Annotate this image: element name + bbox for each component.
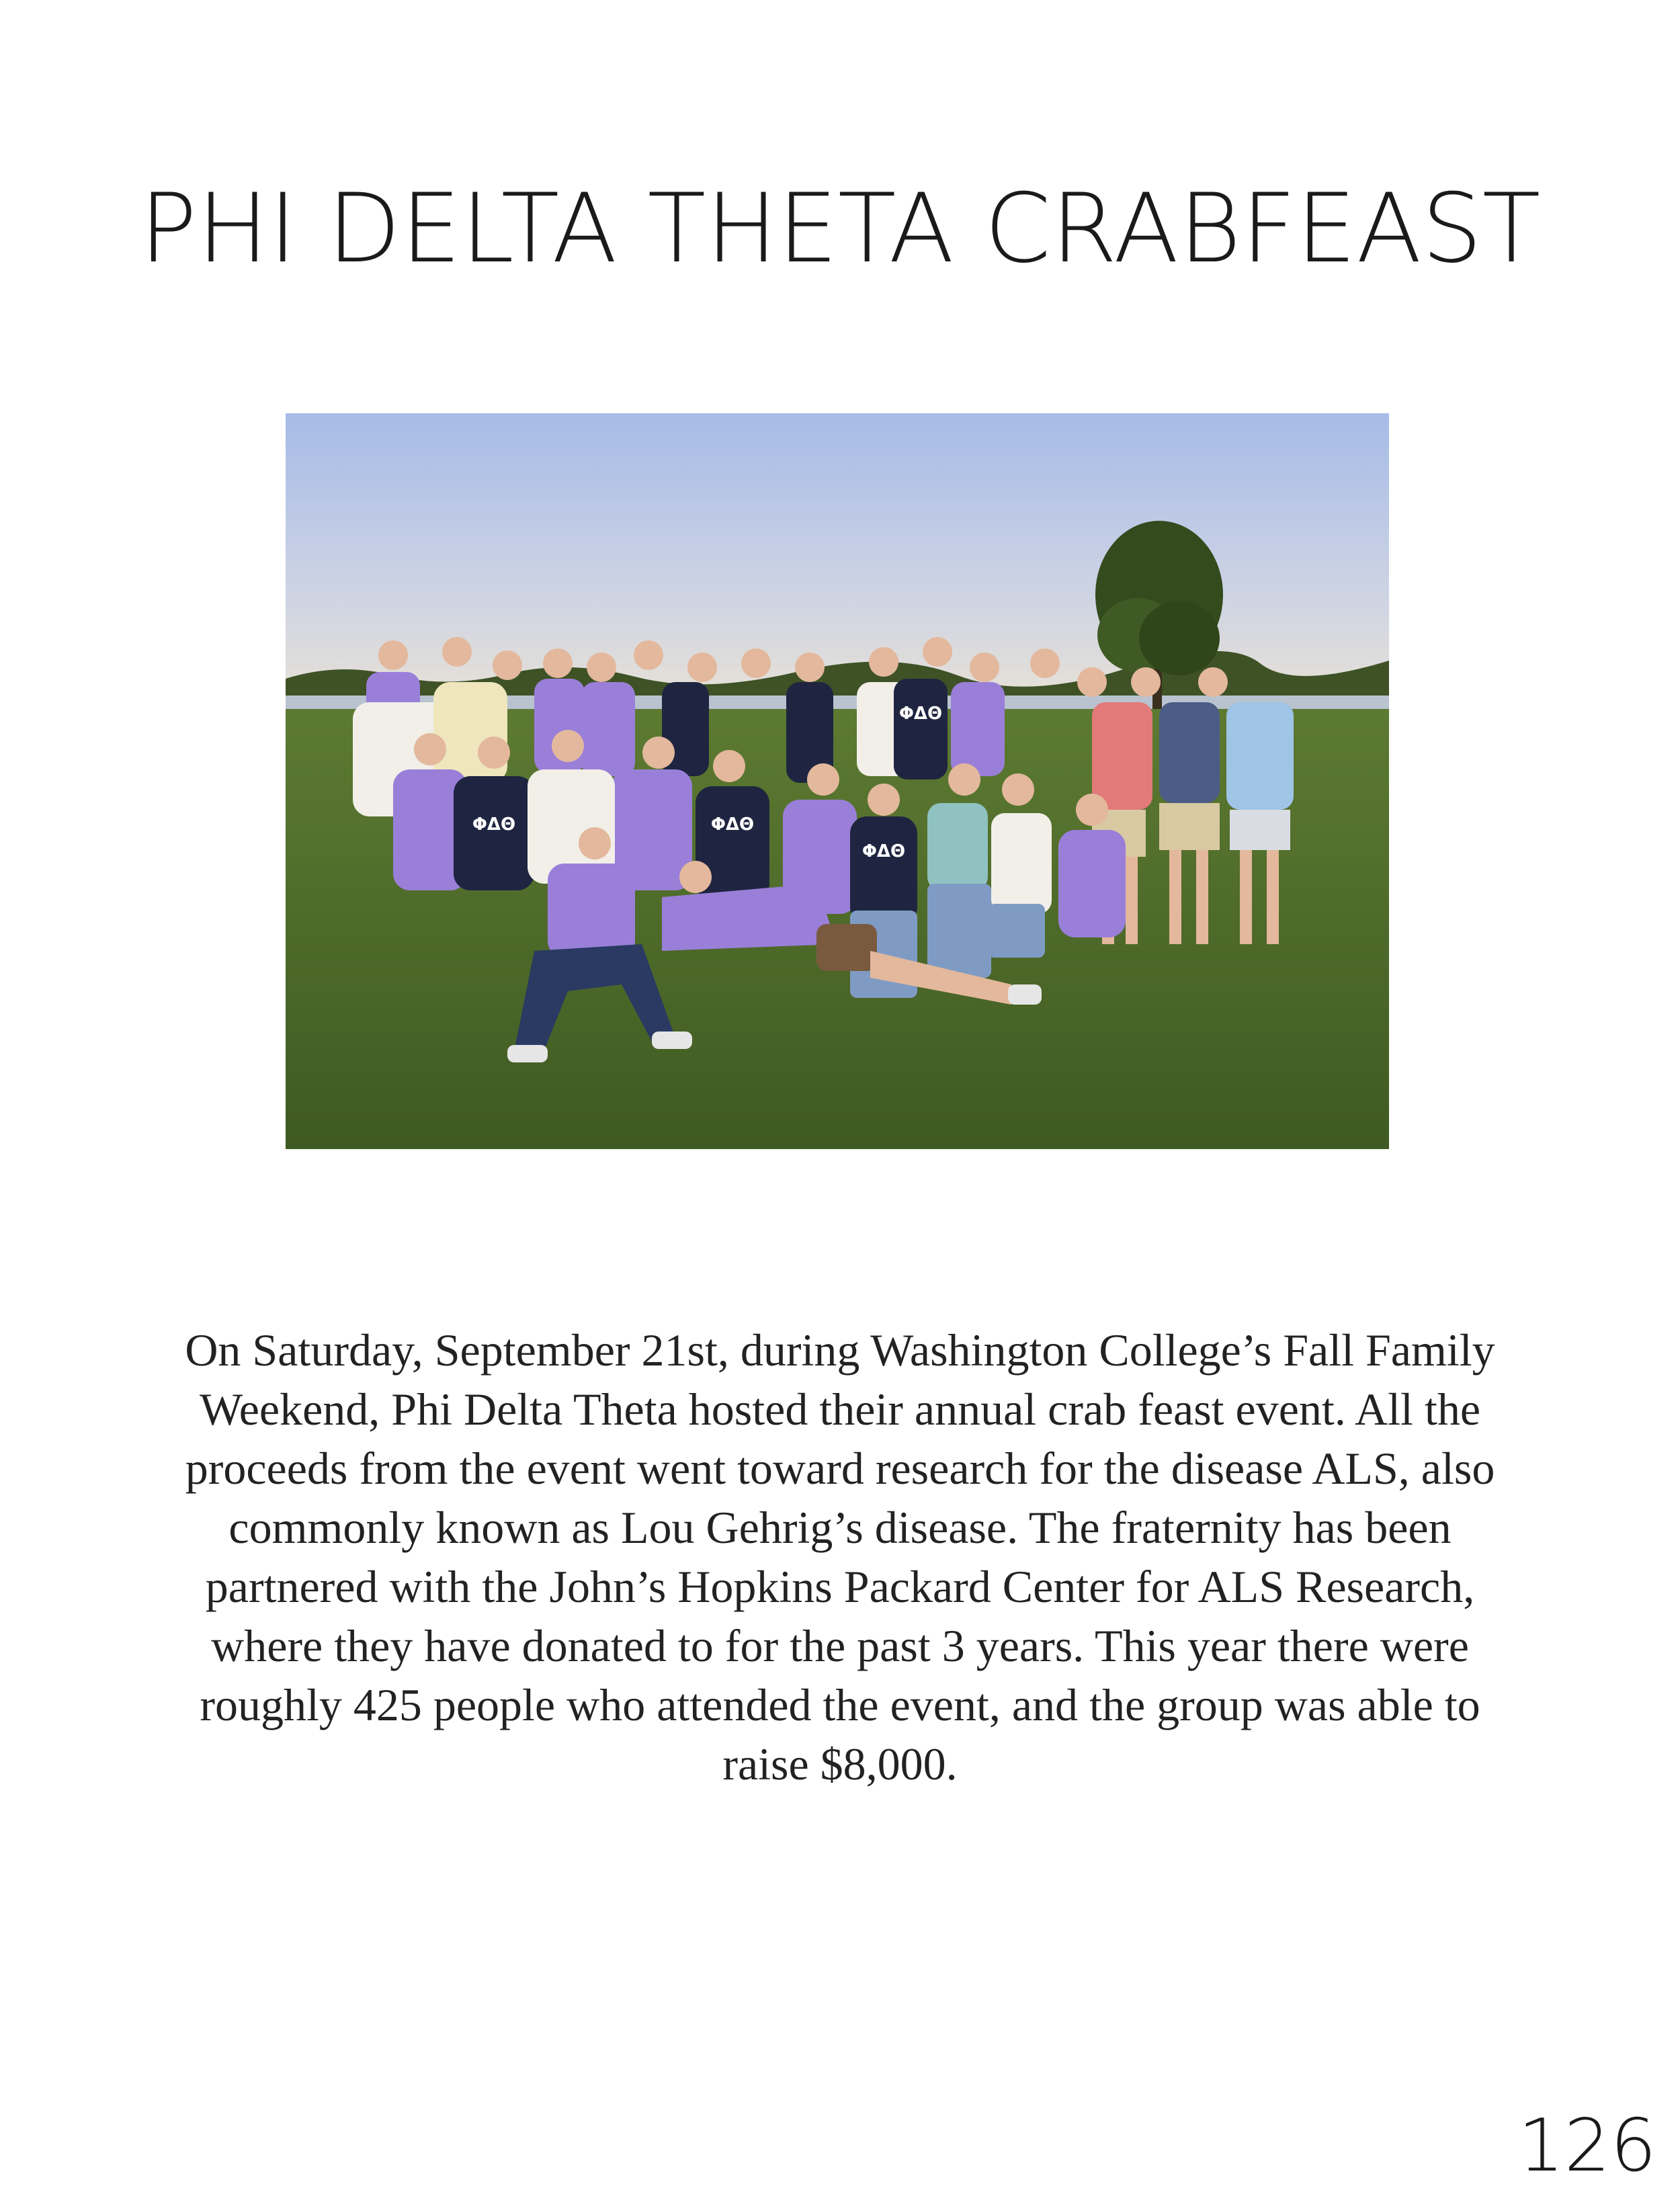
shirt-letters-3: ΦΔΘ — [898, 704, 943, 724]
shirt-letters-4: ΦΔΘ — [472, 814, 516, 835]
shirt-letters-1: ΦΔΘ — [710, 814, 755, 835]
group-photo — [286, 413, 1389, 1149]
page-number: 126 — [1517, 2104, 1656, 2188]
shirt-letters-2: ΦΔΘ — [862, 841, 906, 861]
page-title: PHI DELTA THETA CRABFEAST — [139, 173, 1541, 284]
group-photo-illustration — [286, 413, 1389, 1149]
article-body: On Saturday, September 21st, during Washington College’s Fall Family Weekend, Phi Delta Theta hosted their annual crab feast event. All the proceeds from the event went toward research for the disease ALS, also commonly known as Lou Gehrig’s disease. The fraternity has been partnered with the John’s Hopkins Packard Center for ALS Research, where they have donated to for the past 3 years. This year there were roughly 425 people who attended the event, and the group was able to raise $8,000. — [185, 1324, 1495, 1790]
